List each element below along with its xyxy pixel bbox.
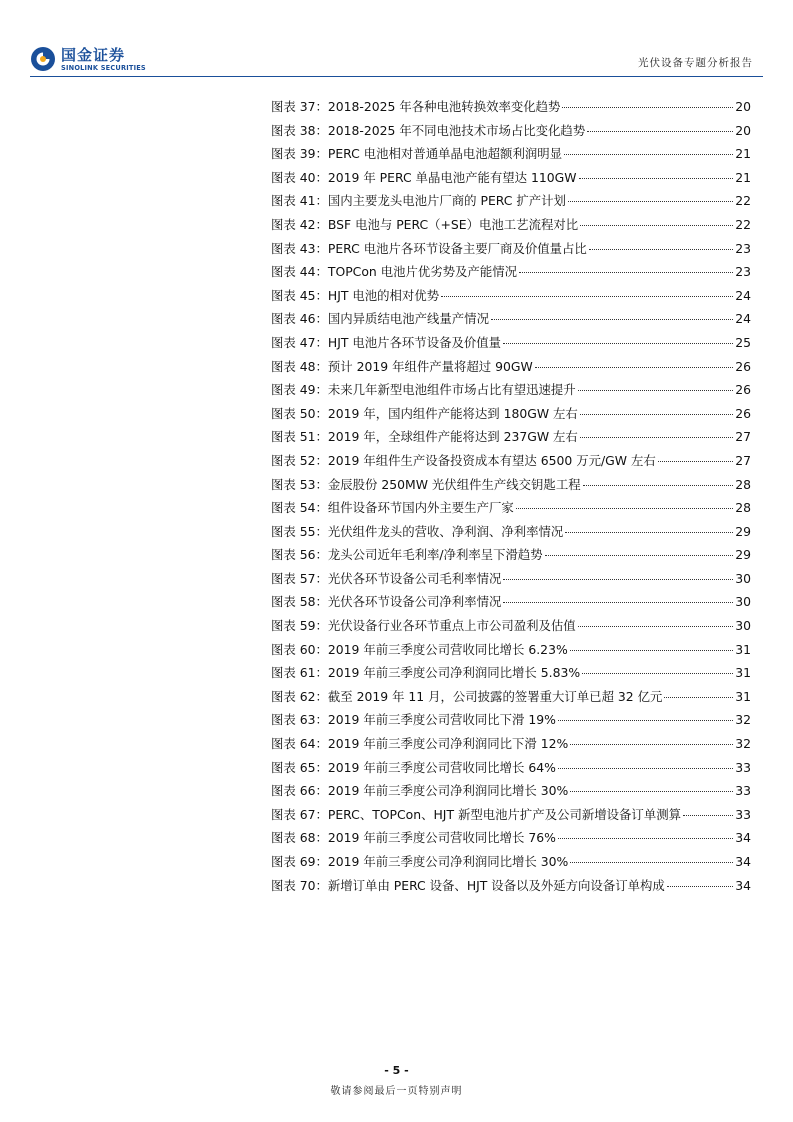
page-header	[0, 0, 793, 80]
toc-entry-page: 26	[735, 405, 751, 421]
toc-dot-leader	[503, 342, 733, 344]
toc-entry-page: 21	[735, 146, 751, 162]
company-logo	[30, 46, 180, 76]
toc-entry-title: 图表 39：PERC 电池相对普通单晶电池超额利润明显	[271, 146, 563, 162]
toc-dot-leader	[535, 366, 733, 368]
toc-entry[interactable]	[271, 732, 751, 756]
toc-entry[interactable]	[271, 496, 751, 520]
toc-entry[interactable]	[271, 119, 751, 143]
toc-dot-leader	[491, 318, 733, 320]
toc-entry-title: 图表 63：2019 年前三季度公司营收同比下滑 19%	[271, 712, 556, 728]
toc-dot-leader	[441, 295, 733, 297]
toc-entry-page: 28	[735, 476, 751, 492]
toc-entry[interactable]	[271, 449, 751, 473]
toc-entry-title: 图表 45：HJT 电池的相对优势	[271, 287, 440, 303]
toc-entry[interactable]	[271, 803, 751, 827]
logo-chinese-name: 国金证券	[61, 46, 126, 64]
disclaimer-text: 敬请参阅最后一页特别声明	[330, 1086, 463, 1097]
toc-entry-title: 图表 57：光伏各环节设备公司毛利率情况	[271, 570, 502, 586]
toc-entry[interactable]	[271, 237, 751, 261]
toc-entry-title: 图表 43：PERC 电池片各环节设备主要厂商及价值量占比	[271, 240, 587, 256]
toc-entry-title: 图表 46：国内异质结电池产线量产情况	[271, 311, 489, 327]
toc-entry-title: 图表 61：2019 年前三季度公司净利润同比增长 5.83%	[271, 665, 581, 681]
toc-entry[interactable]	[271, 543, 751, 567]
toc-dot-leader	[570, 790, 733, 792]
toc-entry[interactable]	[271, 425, 751, 449]
toc-entry[interactable]	[271, 142, 751, 166]
toc-dot-leader	[570, 861, 733, 863]
toc-entry-page: 21	[735, 169, 751, 185]
toc-dot-leader	[568, 200, 733, 202]
toc-dot-leader	[667, 885, 733, 887]
toc-dot-leader	[562, 106, 733, 108]
toc-entry-page: 31	[735, 641, 751, 657]
toc-entry-title: 图表 65：2019 年前三季度公司营收同比增长 64%	[271, 759, 556, 775]
toc-entry-page: 27	[735, 452, 751, 468]
toc-entry-page: 34	[735, 830, 751, 846]
toc-entry-page: 23	[735, 240, 751, 256]
toc-entry[interactable]	[271, 614, 751, 638]
toc-entry-page: 33	[735, 783, 751, 799]
toc-entry-page: 34	[735, 854, 751, 869]
toc-entry[interactable]	[271, 850, 751, 874]
toc-dot-leader	[570, 743, 733, 745]
toc-entry-title: 图表 38：2018-2025 年不同电池技术市场占比变化趋势	[271, 122, 586, 138]
toc-entry-page: 22	[735, 216, 751, 232]
toc-entry-page: 24	[735, 311, 751, 327]
toc-entry[interactable]	[271, 189, 751, 213]
toc-entry-page: 30	[735, 594, 751, 610]
toc-entry-page: 24	[735, 287, 751, 303]
toc-entry[interactable]	[271, 307, 751, 331]
toc-entry-title: 图表 48：预计 2019 年组件产量将超过 90GW	[271, 358, 533, 374]
toc-entry[interactable]	[271, 402, 751, 426]
toc-entry-title: 图表 60：2019 年前三季度公司营收同比增长 6.23%	[271, 641, 568, 657]
toc-entry-page: 27	[735, 429, 751, 445]
toc-entry-title: 图表 58：光伏各环节设备公司净利率情况	[271, 594, 502, 610]
toc-entry-title: 图表 59：光伏设备行业各环节重点上市公司盈利及估值	[271, 618, 576, 634]
toc-entry-title: 图表 62：截至 2019 年 11 月，公司披露的签署重大订单已超 32 亿元	[271, 688, 663, 704]
toc-entry-title: 图表 68：2019 年前三季度公司营收同比增长 76%	[271, 830, 556, 846]
toc-dot-leader	[519, 271, 733, 273]
toc-entry-title: 图表 54：组件设备环节国内外主要生产厂家	[271, 500, 514, 516]
toc-dot-leader	[558, 837, 733, 839]
toc-entry-title: 图表 53：金辰股份 250MW 光伏组件生产线交钥匙工程	[271, 476, 581, 492]
logo-english-name: SINOLINK SECURITIES	[61, 64, 146, 72]
toc-entry-title: 图表 69：2019 年前三季度公司净利润同比增长 30%	[271, 854, 569, 869]
toc-entry[interactable]	[271, 331, 751, 355]
toc-entry-page: 34	[735, 877, 751, 893]
toc-entry[interactable]	[271, 638, 751, 662]
toc-entry[interactable]	[271, 473, 751, 497]
toc-entry[interactable]	[271, 779, 751, 803]
toc-entry-title: 图表 41：国内主要龙头电池片厂商的 PERC 扩产计划	[271, 193, 566, 209]
toc-entry-title: 图表 52：2019 年组件生产设备投资成本有望达 6500 万元/GW 左右	[271, 452, 656, 468]
toc-entry[interactable]	[271, 590, 751, 614]
toc-dot-leader	[565, 531, 733, 533]
toc-entry-title: 图表 67：PERC、TOPCon、HJT 新型电池片扩产及公司新增设备订单测算	[271, 806, 681, 822]
toc-dot-leader	[658, 460, 733, 462]
toc-entry-page: 32	[735, 736, 751, 752]
toc-entry[interactable]	[271, 95, 751, 119]
toc-dot-leader	[503, 601, 733, 603]
toc-dot-leader	[583, 484, 734, 486]
toc-dot-leader	[580, 224, 733, 226]
toc-dot-leader	[580, 436, 733, 438]
toc-entry-page: 33	[735, 759, 751, 775]
toc-entry-title: 图表 55：光伏组件龙头的营收、净利润、净利率情况	[271, 523, 564, 539]
toc-dot-leader	[545, 554, 734, 556]
toc-entry[interactable]	[271, 708, 751, 732]
toc-dot-leader	[503, 578, 733, 580]
toc-dot-leader	[578, 389, 734, 391]
toc-entry[interactable]	[271, 756, 751, 780]
toc-entry-page: 26	[735, 382, 751, 398]
toc-entry[interactable]	[271, 685, 751, 709]
toc-entry-title: 图表 42：BSF 电池与 PERC（+SE）电池工艺流程对比	[271, 216, 579, 232]
table-of-figures	[271, 95, 751, 897]
toc-dot-leader	[664, 696, 733, 698]
toc-entry-title: 图表 66：2019 年前三季度公司净利润同比增长 30%	[271, 783, 569, 799]
toc-dot-leader	[683, 814, 733, 816]
toc-entry[interactable]	[271, 661, 751, 685]
page-number: - 5 -	[384, 1064, 409, 1077]
toc-entry-page: 26	[735, 358, 751, 374]
toc-dot-leader	[516, 507, 733, 509]
toc-entry[interactable]	[271, 874, 751, 898]
header-divider	[30, 76, 763, 77]
toc-dot-leader	[580, 413, 733, 415]
toc-dot-leader	[564, 153, 733, 155]
toc-entry[interactable]	[271, 378, 751, 402]
toc-entry-title: 图表 49：未来几年新型电池组件市场占比有望迅速提升	[271, 382, 576, 398]
toc-entry[interactable]	[271, 213, 751, 237]
toc-entry[interactable]	[271, 260, 751, 284]
toc-entry-title: 图表 47：HJT 电池片各环节设备及价值量	[271, 334, 502, 350]
toc-entry-page: 29	[735, 547, 751, 563]
toc-entry[interactable]	[271, 166, 751, 190]
toc-entry-title: 图表 56：龙头公司近年毛利率/净利率呈下滑趋势	[271, 547, 543, 563]
toc-dot-leader	[558, 767, 733, 769]
toc-dot-leader	[589, 248, 733, 250]
toc-entry-page: 31	[735, 688, 751, 704]
toc-entry[interactable]	[271, 567, 751, 591]
toc-entry-title: 图表 50：2019 年，国内组件产能将达到 180GW 左右	[271, 405, 578, 421]
toc-entry-page: 23	[735, 264, 751, 280]
toc-entry-title: 图表 70：新增订单由 PERC 设备、HJT 设备以及外延方向设备订单构成	[271, 877, 665, 893]
toc-entry-page: 33	[735, 806, 751, 822]
toc-entry-title: 图表 64：2019 年前三季度公司净利润同比下滑 12%	[271, 736, 569, 752]
toc-entry[interactable]	[271, 520, 751, 544]
toc-entry-page: 29	[735, 523, 751, 539]
toc-dot-leader	[579, 177, 734, 179]
toc-entry[interactable]	[271, 355, 751, 379]
toc-entry-page: 20	[735, 99, 751, 114]
toc-entry-page: 32	[735, 712, 751, 728]
toc-entry-page: 30	[735, 618, 751, 634]
toc-dot-leader	[558, 719, 733, 721]
toc-entry-title: 图表 44：TOPCon 电池片优劣势及产能情况	[271, 264, 517, 280]
toc-entry-page: 25	[735, 334, 751, 350]
toc-entry[interactable]	[271, 826, 751, 850]
toc-entry-page: 31	[735, 665, 751, 681]
toc-dot-leader	[587, 130, 733, 132]
toc-entry-page: 20	[735, 122, 751, 138]
logo-mark-icon	[30, 46, 56, 72]
toc-dot-leader	[570, 649, 733, 651]
toc-entry-page: 28	[735, 500, 751, 516]
toc-entry-title: 图表 51：2019 年，全球组件产能将达到 237GW 左右	[271, 429, 578, 445]
toc-entry-title: 图表 37：2018-2025 年各种电池转换效率变化趋势	[271, 99, 561, 114]
toc-entry-page: 22	[735, 193, 751, 209]
report-title: 光伏设备专题分析报告	[638, 57, 753, 69]
toc-dot-leader	[578, 625, 734, 627]
toc-entry-page: 30	[735, 570, 751, 586]
toc-dot-leader	[582, 672, 733, 674]
toc-entry-title: 图表 40：2019 年 PERC 单晶电池产能有望达 110GW	[271, 169, 577, 185]
toc-entry[interactable]	[271, 284, 751, 308]
